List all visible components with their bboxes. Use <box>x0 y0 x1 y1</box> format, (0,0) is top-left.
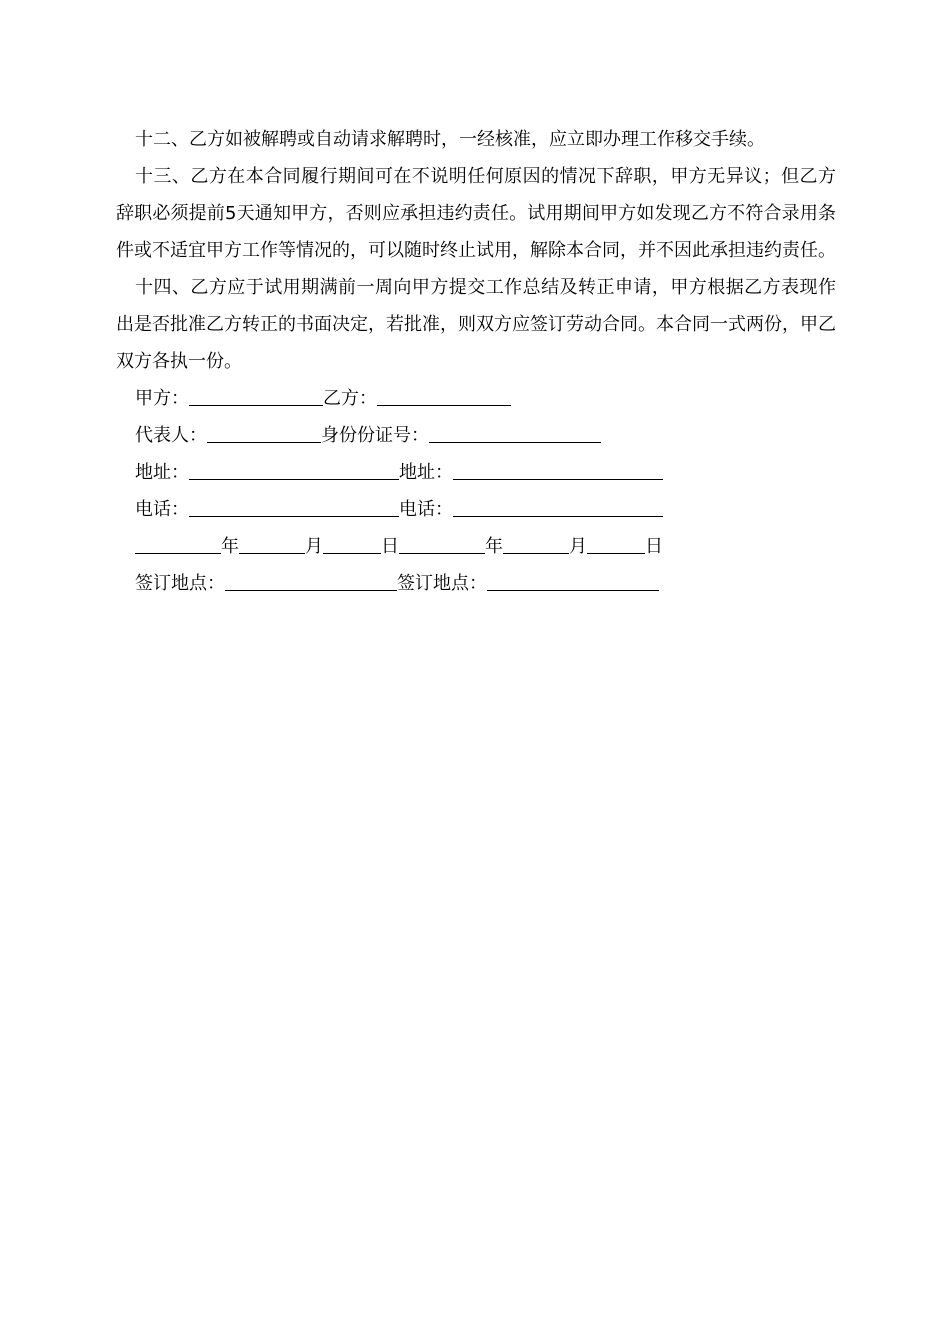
document-content <box>116 121 836 602</box>
phone-b-label: 电话： <box>399 499 453 520</box>
address-line <box>116 454 836 491</box>
representative-blank <box>207 424 321 443</box>
representative-label: 代表人： <box>135 425 207 446</box>
party-a-blank <box>189 387 323 406</box>
party-b-blank <box>377 387 511 406</box>
year-a-blank <box>135 535 221 554</box>
day-b-label: 日 <box>645 536 663 557</box>
clause-13: 十三、乙方在本合同履行期间可在不说明任何原因的情况下辞职，甲方无异议；但乙方辞职必须提前5天通知甲方，否则应承担违约责任。试用期间甲方如发现乙方不符合录用条件或不适宜甲方工作等情况的，可以随时终止试用，解除本合同，并不因此承担违约责任。 <box>116 166 836 261</box>
address-a-blank <box>189 461 399 480</box>
year-b-label: 年 <box>485 536 503 557</box>
year-b-blank <box>399 535 485 554</box>
month-a-blank <box>239 535 305 554</box>
month-b-blank <box>503 535 569 554</box>
id-blank <box>429 424 601 443</box>
phone-line <box>116 491 836 528</box>
day-b-blank <box>587 535 645 554</box>
place-b-blank <box>487 572 659 591</box>
phone-b-blank <box>453 498 663 517</box>
address-a-label: 地址： <box>135 462 189 483</box>
place-a-blank <box>225 572 397 591</box>
place-line <box>116 565 836 602</box>
year-a-label: 年 <box>221 536 239 557</box>
place-a-label: 签订地点： <box>135 573 225 594</box>
place-b-label: 签订地点： <box>397 573 487 594</box>
day-a-label: 日 <box>381 536 399 557</box>
party-b-label: 乙方： <box>323 388 377 409</box>
phone-a-blank <box>189 498 399 517</box>
party-line <box>116 380 836 417</box>
day-a-blank <box>323 535 381 554</box>
address-b-label: 地址： <box>399 462 453 483</box>
phone-a-label: 电话： <box>135 499 189 520</box>
representative-line <box>116 417 836 454</box>
address-b-blank <box>453 461 663 480</box>
month-b-label: 月 <box>569 536 587 557</box>
id-label: 身份份证号： <box>321 425 429 446</box>
clause-14: 十四、乙方应于试用期满前一周向甲方提交工作总结及转正申请，甲方根据乙方表现作出是否批准乙方转正的书面决定，若批准，则双方应签订劳动合同。本合同一式两份，甲乙双方各执一份。 <box>116 277 836 372</box>
clause-12: 十二、乙方如被解聘或自动请求解聘时，一经核准，应立即办理工作移交手续。 <box>135 129 765 150</box>
party-a-label: 甲方： <box>135 388 189 409</box>
month-a-label: 月 <box>305 536 323 557</box>
date-line <box>116 528 836 565</box>
